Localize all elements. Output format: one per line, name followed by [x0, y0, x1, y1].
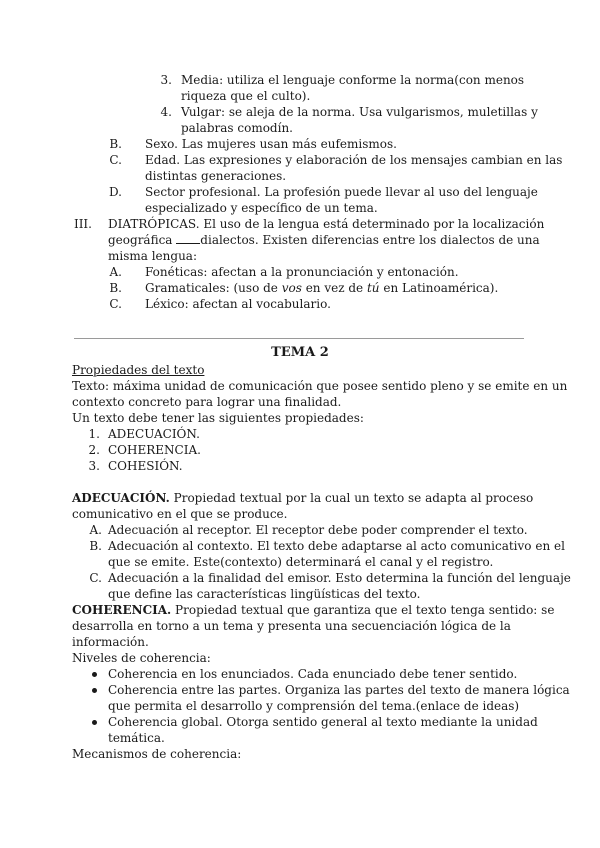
properties-intro: Un texto debe tener las siguientes propiedades:: [72, 411, 364, 425]
page-title: TEMA 2: [271, 345, 329, 360]
list-letter: B.: [89, 539, 102, 553]
diatopicas-text-cont: geográfica dialectos. Existen diferencias entre los dialectos de una: [108, 233, 540, 247]
adecuacion-paragraph: ADECUACIÓN. Propiedad textual por la cual un texto se adapta al proceso: [72, 491, 534, 505]
nivel-partes-cont: que permita el desarrollo y comprensión del tema.(enlace de ideas): [108, 699, 520, 713]
list-number: 4.: [160, 105, 172, 119]
list-letter: C.: [89, 571, 102, 585]
list-item-media: Media: utiliza el lenguaje conforme la norma(con menos: [181, 73, 525, 87]
definition-text-cont: contexto concreto para lograr una finalidad.: [72, 395, 342, 409]
list-letter: B.: [109, 281, 122, 295]
list-number: 1.: [88, 427, 100, 441]
property-cohesion: COHESIÓN.: [108, 459, 183, 473]
list-item-gramaticales: Gramaticales: (uso de vos en vez de tú en Latinoamérica).: [145, 281, 499, 295]
list-letter: C.: [109, 153, 122, 167]
mecanismos-heading: Mecanismos de coherencia:: [72, 747, 242, 761]
roman-numeral: III.: [73, 217, 92, 231]
adecuacion-contexto: Adecuación al contexto. El texto debe adaptarse al acto comunicativo en el: [108, 539, 565, 553]
bullet-icon: [92, 688, 97, 693]
coherencia-paragraph: COHERENCIA. Propiedad textual que garantiza que el texto tenga sentido: se: [72, 603, 555, 617]
list-item-sexo: Sexo. Las mujeres usan más eufemismos.: [145, 137, 397, 151]
list-number: 2.: [88, 443, 100, 457]
list-item-edad: Edad. Las expresiones y elaboración de los mensajes cambian en las: [145, 153, 563, 167]
adecuacion-paragraph-cont: comunicativo en el que se produce.: [72, 507, 288, 521]
nivel-global-cont: temática.: [108, 731, 165, 745]
property-adecuacion: ADECUACIÓN.: [108, 427, 200, 441]
nivel-enunciados: Coherencia en los enunciados. Cada enunciado debe tener sentido.: [108, 667, 518, 681]
definition-text: Texto: máxima unidad de comunicación que posee sentido pleno y se emite en un: [72, 379, 568, 393]
adecuacion-receptor: Adecuación al receptor. El receptor debe poder comprender el texto.: [108, 523, 528, 537]
list-number: 3.: [88, 459, 100, 473]
list-item-lexico: Léxico: afectan al vocabulario.: [145, 297, 331, 311]
property-coherencia: COHERENCIA.: [108, 443, 201, 457]
list-letter: B.: [109, 137, 122, 151]
list-item-sector-cont: especializado y específico de un tema.: [145, 201, 378, 215]
horizontal-rule: [74, 338, 524, 339]
adecuacion-finalidad-cont: que define las características lingüísticas del texto.: [108, 587, 421, 601]
nivel-partes: Coherencia entre las partes. Organiza las partes del texto de manera lógica: [108, 683, 570, 697]
list-item-vulgar-cont: palabras comodín.: [181, 121, 293, 135]
adecuacion-contexto-cont: que se emite. Este(contexto) determinará el canal y el registro.: [108, 555, 494, 569]
coherencia-paragraph-cont2: información.: [72, 635, 149, 649]
list-letter: D.: [108, 185, 122, 199]
coherencia-paragraph-cont: desarrolla en torno a un tema y presenta una secuenciación lógica de la: [72, 619, 511, 633]
arrow-blank: [176, 235, 200, 244]
niveles-heading: Niveles de coherencia:: [72, 651, 211, 665]
diatopicas-text: DIATRÓPICAS. El uso de la lengua está determinado por la localización: [108, 217, 545, 231]
list-letter: A.: [109, 265, 122, 279]
list-item-sector: Sector profesional. La profesión puede llevar al uso del lenguaje: [145, 185, 538, 199]
list-letter: A.: [89, 523, 102, 537]
list-letter: C.: [109, 297, 122, 311]
section-subtitle: Propiedades del texto: [72, 363, 205, 377]
bullet-icon: [92, 672, 97, 677]
adecuacion-finalidad: Adecuación a la finalidad del emisor. Esto determina la función del lenguaje: [108, 571, 571, 585]
list-item-foneticas: Fonéticas: afectan a la pronunciación y entonación.: [145, 265, 459, 279]
list-item-media-cont: riqueza que el culto).: [181, 89, 311, 103]
list-item-vulgar: Vulgar: se aleja de la norma. Usa vulgarismos, muletillas y: [181, 105, 538, 119]
nivel-global: Coherencia global. Otorga sentido general al texto mediante la unidad: [108, 715, 538, 729]
list-number: 3.: [160, 73, 172, 87]
diatopicas-text-cont2: misma lengua:: [108, 249, 197, 263]
list-item-edad-cont: distintas generaciones.: [145, 169, 287, 183]
bullet-icon: [92, 720, 97, 725]
